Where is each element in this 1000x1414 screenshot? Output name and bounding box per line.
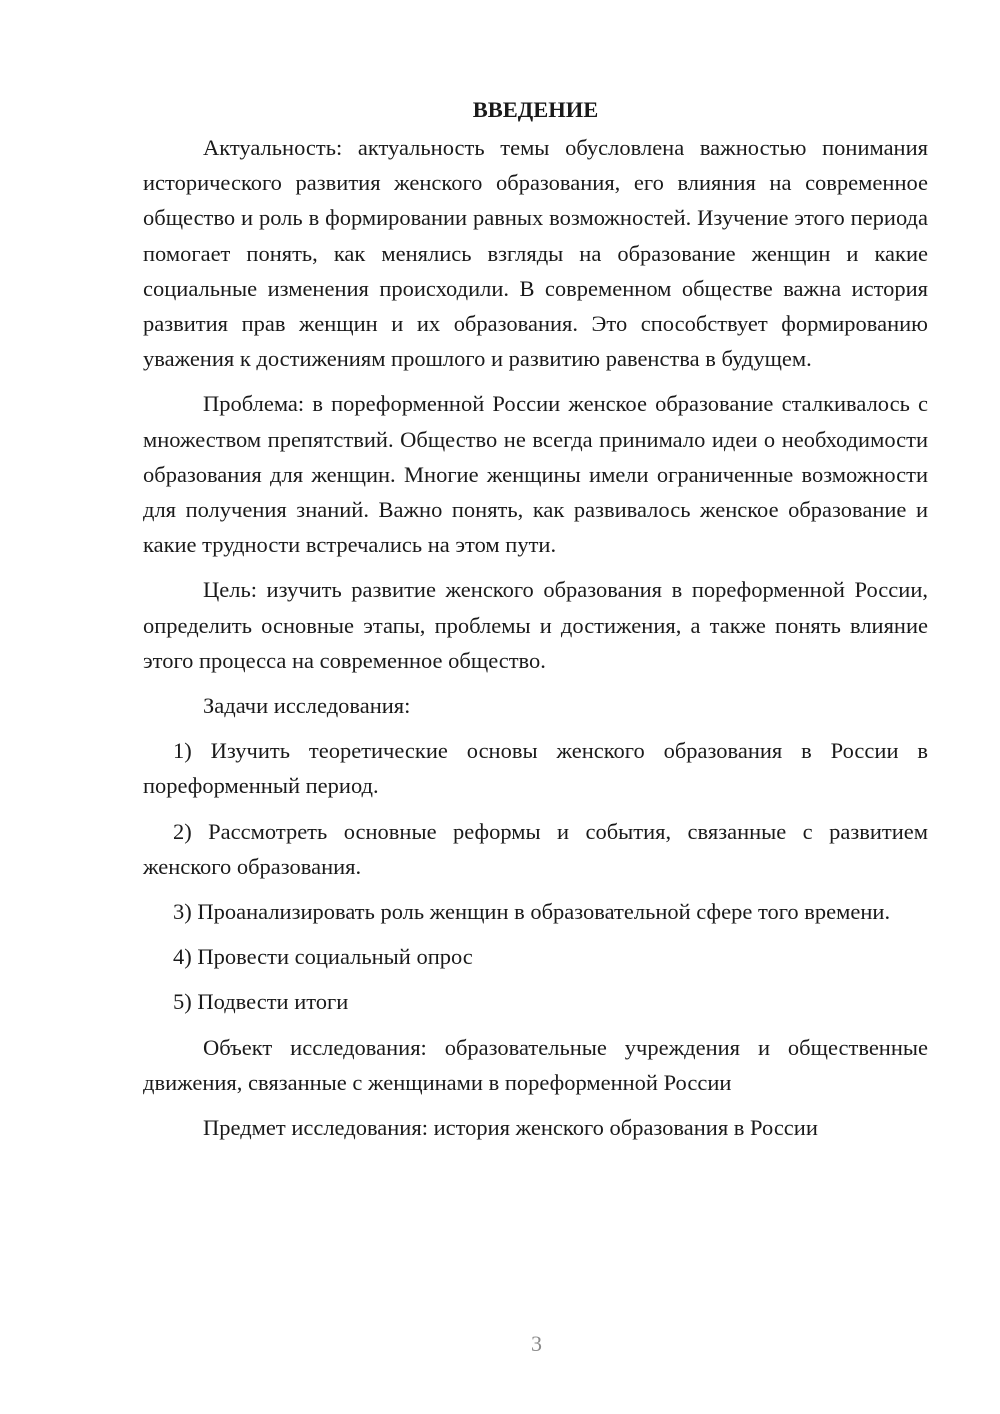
task-item: 1) Изучить теоретические основы женского образования в России в пореформенный период. [143, 738, 928, 799]
relevance-paragraph: Актуальность: актуальность темы обусловлена важностью понимания исторического развития женского образования, его влияния на современное общество и роль в формировании равных возможностей. Изучение этого периода помогает понять, как менялись взгляды на образование женщин и какие социальные изменения происходили. В современном обществе важна история развития прав женщин и их образования. Это способствует формированию уважения к достижениям прошлого и развитию равенства в будущем. [143, 135, 928, 372]
document-page [143, 92, 928, 1155]
task-item: 3) Проанализировать роль женщин в образовательной сфере того времени. [173, 899, 891, 925]
problem-paragraph: Проблема: в пореформенной России женское образование сталкивалось с множеством препятствий. Общество не всегда принимало идеи о необходимости образования для женщин. Многие женщины имели ограниченные возможности для получения знаний. Важно понять, как развивалось женское образование и какие трудности встречались на этом пути. [143, 391, 928, 558]
page-number: 3 [531, 1331, 542, 1356]
goal-paragraph: Цель: изучить развитие женского образования в пореформенной России, определить основные этапы, проблемы и достижения, а также понять влияние этого процесса на современное общество. [143, 577, 928, 673]
section-title: ВВЕДЕНИЕ [472, 97, 599, 122]
tasks-heading: Задачи исследования: [203, 693, 411, 719]
subject-paragraph: Предмет исследования: история женского образования в России [203, 1115, 818, 1141]
tasks-list [143, 733, 928, 1019]
task-item: 2) Рассмотреть основные реформы и события, связанные с развитием женского образования. [143, 818, 928, 879]
task-item: 5) Подвести итоги [173, 989, 349, 1015]
object-paragraph: Объект исследования: образовательные учреждения и общественные движения, связанные с женщинами в пореформенной России [143, 1034, 928, 1095]
task-item: 4) Провести социальный опрос [173, 944, 473, 970]
